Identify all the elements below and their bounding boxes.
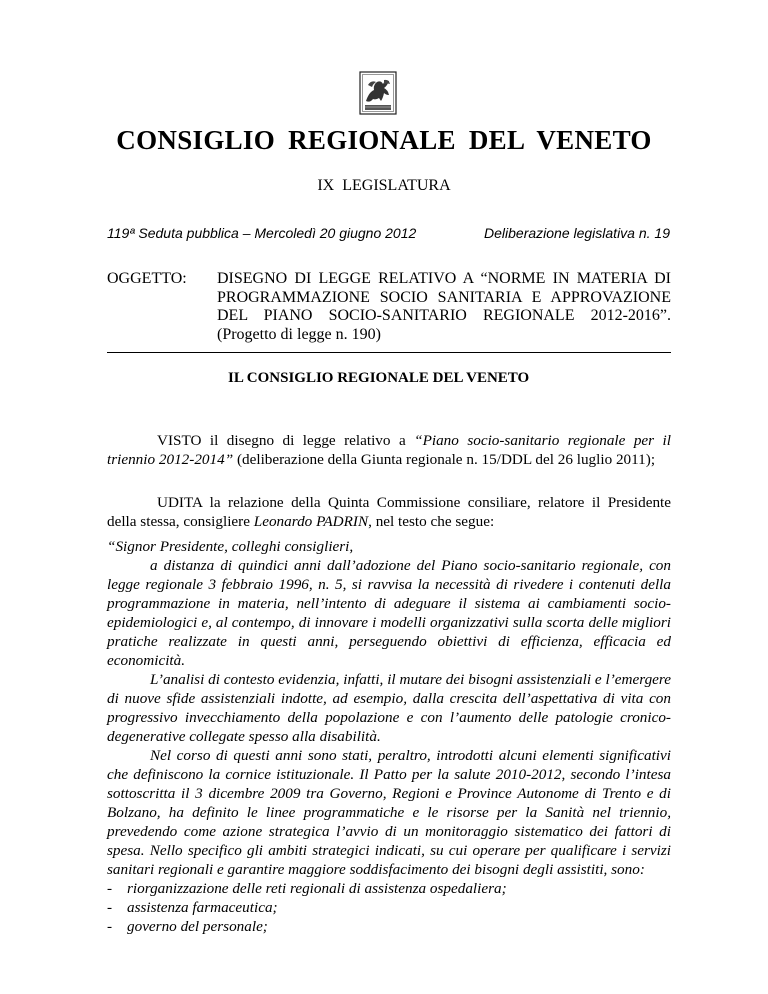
udita-suffix: , nel testo che segue: <box>368 513 495 530</box>
separator-line <box>107 352 671 353</box>
seduta-info: 119ª Seduta pubblica – Mercoledì 20 giugno 2012 <box>107 225 417 241</box>
relatore-name: Leonardo PADRIN <box>253 513 369 530</box>
oggetto-line: DEL PIANO SOCIO-SANITARIO REGIONALE 2012-2016”. <box>217 307 671 324</box>
oggetto-line: PROGRAMMAZIONE SOCIO SANITARIA E APPROVAZIONE <box>217 288 671 306</box>
list-item: - assistenza farmaceutica; <box>107 899 278 916</box>
relazione-paragraph: Nel corso di questi anni sono stati, peraltro, introdotti alcuni elementi significativi che definiscono la cornice istituzionale. Il Patto per la salute 2010-2012, secondo l’intesa sottoscritta il 3 dicembre 2009 tra Governo, Regioni e Province Autonome di Trento e di Bolzano, ha definito le linee programmatiche e le risorse per la Sanità nel triennio, prevedendo come azione strategica l’avvio di un monitoraggio sistematico dei fattori di spesa. Nello specifico gli ambiti strategici indicati, su cui operare per qualificare i servizi sanitari regionali e garantire maggiore soddisfacimento dei bisogni degli assistiti, sono: <box>107 747 671 878</box>
relazione-paragraph: L’analisi di contesto evidenzia, infatti, il mutare dei bisogni assistenziali e l’emergere di nuove sfide assistenziali indotte, ad esempio, dalla crescita dell’aspettativa di vita con progressivo invecchiamento della popolazione e con l’aumento delle patologie cronico-degenerative collegate spesso alla disabilità. <box>107 671 671 745</box>
udita-prefix: UDITA la relazione della Quinta Commissione consiliare, relatore il Presidente della stessa, consigliere <box>107 494 671 530</box>
council-title: CONSIGLIO REGIONALE DEL VENETO <box>116 125 652 155</box>
visto-prefix: VISTO il disegno di legge relativo a <box>157 432 415 449</box>
council-heading: IL CONSIGLIO REGIONALE DEL VENETO <box>228 370 530 386</box>
deliberazione-number: Deliberazione legislativa n. 19 <box>484 225 670 241</box>
oggetto-text <box>217 270 671 344</box>
oggetto-line: DISEGNO DI LEGGE RELATIVO A “NORME IN MATERIA DI <box>217 270 671 287</box>
legislatura-label: IX LEGISLATURA <box>317 177 451 194</box>
visto-paragraph <box>107 431 671 469</box>
oggetto-line: (Progetto di legge n. 190) <box>217 325 381 343</box>
oggetto-label: OGGETTO: <box>107 270 187 287</box>
relazione-text <box>107 537 671 936</box>
lion-of-venice-emblem-icon <box>359 71 397 115</box>
list-item: - governo del personale; <box>107 918 268 935</box>
relazione-paragraph: a distanza di quindici anni dall’adozione del Piano socio-sanitario regionale, con legge regionale 3 febbraio 1996, n. 5, si ravvisa la necessità di rivedere i contenuti della programmazione in materia, nell’intento di adeguare il sistema ai cambiamenti socio-epidemiologici e, al contempo, di innovare i modelli organizzativi sulla scorta delle migliori pratiche realizzate in questi anni, perseguendo obiettivi di efficienza, efficacia ed economicità. <box>107 557 671 669</box>
visto-suffix: (deliberazione della Giunta regionale n. 15/DDL del 26 luglio 2011); <box>233 451 656 468</box>
relazione-salutation: “Signor Presidente, colleghi consiglieri, <box>107 538 354 555</box>
list-item: - riorganizzazione delle reti regionali di assistenza ospedaliera; <box>107 880 507 897</box>
visto-title: “Piano socio-sanitario regionale per il triennio 2012-2014” <box>107 432 671 468</box>
udita-paragraph <box>107 493 671 531</box>
